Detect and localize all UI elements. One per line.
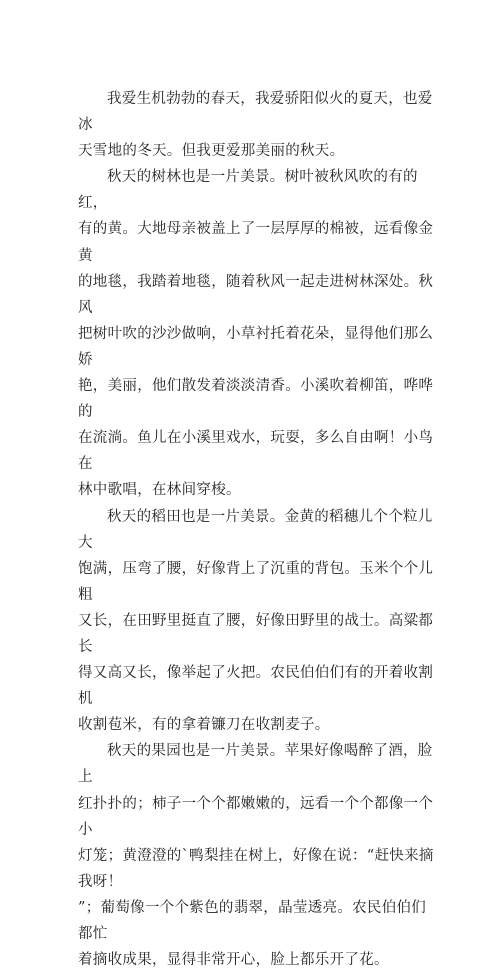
essay-body <box>78 86 434 973</box>
paragraph-orchard: 秋天的果园也是一片美景。苹果好像喝醉了酒，脸上 红扑扑的；柿子一个个都嫩嫩的，远看一个个都像一个小 灯笼；黄澄澄的`鸭梨挂在树上，好像在说：“赶快来摘我呀！ ”；葡萄像一个个紫色的翡翠，晶莹透亮。农民伯伯们都忙 着摘收成果，显得非常开心，脸上都乐开了花。 <box>78 743 434 969</box>
paragraph-rice-field: 秋天的稻田也是一片美景。金黄的稻穗儿个个粒儿大 饱满，压弯了腰，好像背上了沉重的背包。玉米个个儿粗 又长，在田野里挺直了腰，好像田野里的战士。高粱都长 得又高又长，像举起了火把。农民伯伯们有的开着收割机 收割苞米，有的拿着镰刀在收割麦子。 <box>78 508 434 734</box>
paragraph-intro: 我爱生机勃勃的春天，我爱骄阳似火的夏天，也爱冰 天雪地的冬天。但我更爱那美丽的秋天。 <box>78 91 433 160</box>
paragraph-woods: 秋天的树林也是一片美景。树叶被秋风吹的有的红， 有的黄。大地母亲被盖上了一层厚厚的棉被，远看像金黄 的地毯，我踏着地毯，随着秋风一起走进树林深处。秋风 把树叶吹的沙沙做响，小草衬托着花朵，显得他们那么娇 艳，美丽，他们散发着淡淡清香。小溪吹着柳笛，哗哗的 在流淌。鱼儿在小溪里戏水，玩耍，多么自由啊！小鸟在 林中歌唱，在林间穿梭。 <box>78 169 434 499</box>
